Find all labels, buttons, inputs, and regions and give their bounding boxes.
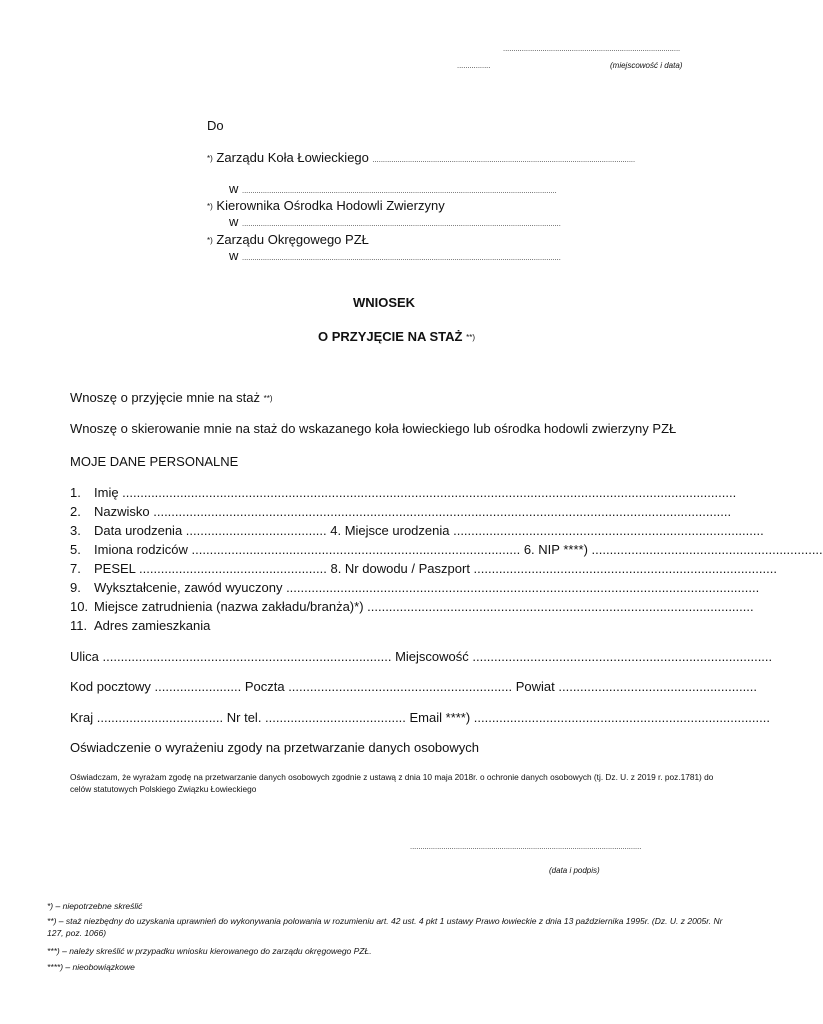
- signature-dots[interactable]: ...............................................................................................................: [410, 842, 642, 851]
- addressee-do: Do: [207, 118, 224, 133]
- row-field[interactable]: Wykształcenie, zawód wyuczony ...................................................................................................................................: [94, 580, 760, 595]
- personal-row[interactable]: [70, 485, 737, 501]
- option-kolo-w-dots[interactable]: .......................................................................................................................................................: [242, 186, 557, 195]
- option-osrodek-label: Kierownika Ośrodka Hodowli Zwierzyny: [216, 198, 445, 213]
- postal-post-district-line[interactable]: Kod pocztowy ........................ Poczta .............................................................. Powiat .......................................................: [70, 679, 758, 694]
- personal-row[interactable]: [70, 561, 777, 577]
- request-referral[interactable]: Wnoszę o skierowanie mnie na staż do wskazanego koła łowieckiego lub ośrodka hodowli zwierzyny PZŁ: [70, 421, 677, 436]
- row-field[interactable]: Adres zamieszkania: [94, 618, 211, 633]
- option-okreg-w-dots[interactable]: .........................................................................................................................................................: [242, 253, 561, 262]
- row-field[interactable]: Nazwisko ................................................................................................................................................................: [94, 504, 732, 519]
- row-number: 5.: [70, 542, 81, 557]
- footnote-2: **) – staż niezbędny do uzyskania uprawnień do wykonywania polowania w rozumieniu art. 42 ust. 4 pkt 1 ustawy Prawo łowieckie z dnia 13 października 1995r. (Dz. U. z 2005r. Nr 127, poz. 1066): [47, 916, 723, 938]
- subtitle-marker: **): [466, 333, 475, 342]
- subtitle-text: O PRZYJĘCIE NA STAŻ: [318, 329, 463, 344]
- w-label: w: [229, 248, 239, 263]
- personal-row[interactable]: [70, 580, 760, 596]
- place-date-dots[interactable]: .....................................................................................: [503, 44, 681, 53]
- footnote-marker: *): [207, 202, 213, 211]
- place-date-label: (miejscowość i data): [610, 61, 683, 70]
- document-subtitle: [318, 329, 475, 344]
- personal-row[interactable]: [70, 599, 754, 615]
- row-field[interactable]: Imiona rodziców ........................................................................................... 6. NIP ****) ................................................................: [94, 542, 823, 557]
- row-number: 2.: [70, 504, 81, 519]
- signature-label: (data i podpis): [549, 866, 600, 875]
- request-admission[interactable]: [70, 390, 273, 405]
- footnote-4: ****) – nieobowiązkowe: [47, 962, 135, 972]
- w-label: w: [229, 214, 239, 229]
- row-number: 1.: [70, 485, 81, 500]
- personal-row[interactable]: [70, 523, 764, 539]
- addressee-option-osrodek: [207, 198, 445, 213]
- personal-row[interactable]: [70, 504, 732, 520]
- row-field[interactable]: Data urodzenia ....................................... 4. Miejsce urodzenia ......................................................................................: [94, 523, 764, 538]
- personal-row[interactable]: [70, 618, 722, 634]
- row-number: 11.: [70, 618, 88, 633]
- addressee-option-osrodek-w: [229, 214, 561, 229]
- row-number: 7.: [70, 561, 81, 576]
- personal-row[interactable]: [70, 542, 823, 558]
- personal-data-heading: MOJE DANE PERSONALNE: [70, 454, 239, 469]
- request-admission-text: Wnoszę o przyjęcie mnie na staż: [70, 390, 261, 405]
- row-field[interactable]: PESEL .................................................... 8. Nr dowodu / Paszport ....................................................................................: [94, 561, 777, 576]
- footnote-marker: *): [207, 236, 213, 245]
- row-field[interactable]: Miejsce zatrudnienia (nazwa zakładu/branża)*) ...........................................................................................................: [94, 599, 754, 614]
- place-date-dots-short: ................: [457, 61, 491, 70]
- option-okreg-label: Zarządu Okręgowego PZŁ: [216, 232, 369, 247]
- row-field[interactable]: Imię ..........................................................................................................................................................................: [94, 485, 737, 500]
- row-number: 3.: [70, 523, 81, 538]
- footnote-3: ***) – należy skreślić w przypadku wniosku kierowanego do zarządu okręgowego PZŁ.: [47, 946, 372, 956]
- request-admission-marker: **): [263, 394, 273, 403]
- street-city-line[interactable]: Ulica ................................................................................ Miejscowość ...................................................................................: [70, 649, 773, 664]
- w-label: w: [229, 181, 239, 196]
- addressee-option-kolo-w: [229, 181, 557, 196]
- footnote-1: *) – niepotrzebne skreślić: [47, 901, 143, 911]
- consent-text: Oświadczam, że wyrażam zgodę na przetwarzanie danych osobowych zgodnie z ustawą z dnia 10 maja 2018r. o ochronie danych osobowych (tj. Dz. U. z 2019 r. poz.1781) do celów statutowych Polskiego Związku Łowieckiego: [70, 772, 714, 794]
- footnote-marker: *): [207, 154, 213, 163]
- option-osrodek-w-dots[interactable]: .........................................................................................................................................................: [242, 219, 561, 228]
- addressee-option-kolo: [207, 150, 635, 165]
- country-phone-email-line[interactable]: Kraj ................................... Nr tel. ....................................... Email ****) ..................................................................................: [70, 710, 770, 725]
- option-kolo-label: Zarządu Koła Łowieckiego: [216, 150, 369, 165]
- addressee-option-okreg-w: [229, 248, 561, 263]
- row-number: 9.: [70, 580, 81, 595]
- consent-title: Oświadczenie o wyrażeniu zgody na przetwarzanie danych osobowych: [70, 740, 479, 755]
- document-title: WNIOSEK: [352, 295, 416, 310]
- addressee-option-okreg: [207, 232, 369, 247]
- option-kolo-dots[interactable]: ..............................................................................................................................: [372, 155, 636, 164]
- row-number: 10.: [70, 599, 89, 614]
